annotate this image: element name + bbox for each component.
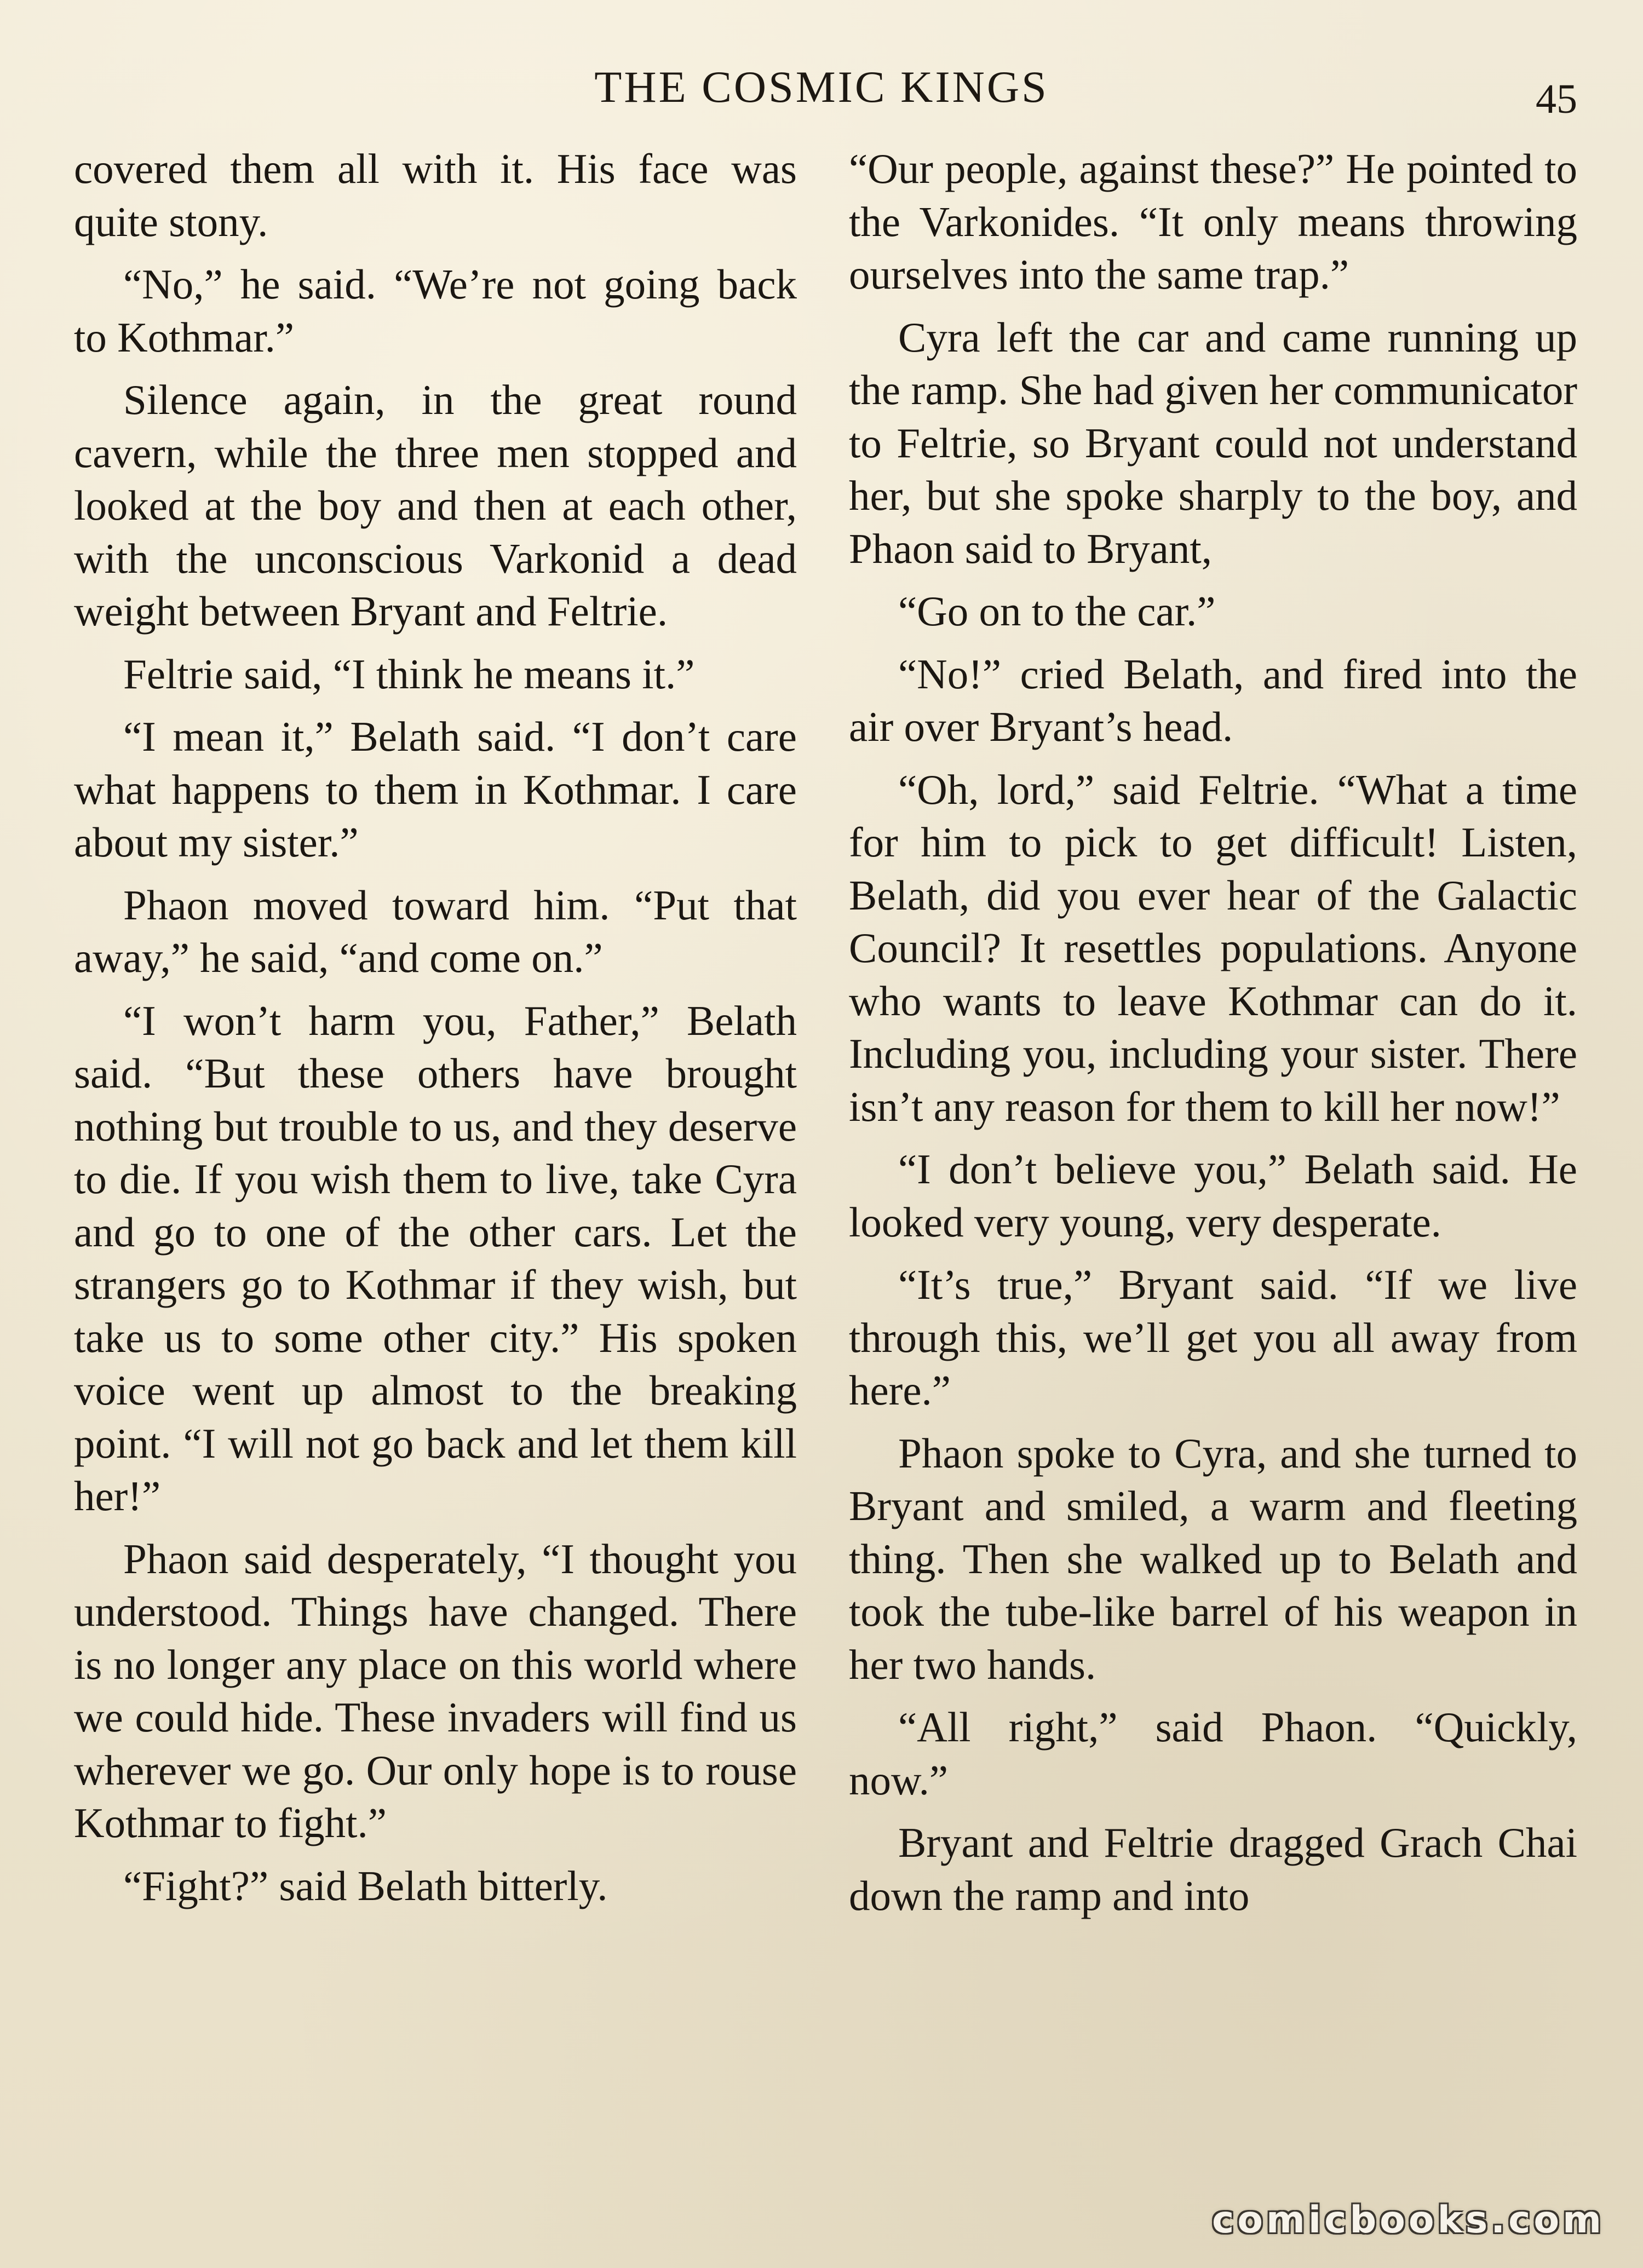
running-title: THE COSMIC KINGS	[594, 62, 1049, 112]
paragraph: “I mean it,” Belath said. “I don’t care what happens to them in Kothmar. I care about my sister.”	[74, 713, 797, 866]
paragraph: “No!” cried Belath, and fired into the air over Bryant’s head.	[849, 650, 1577, 750]
paragraph: Phaon moved toward him. “Put that away,” he said, “and come on.”	[74, 881, 797, 981]
paragraph: “I won’t harm you, Father,” Belath said. “But these others have brought nothing but trouble to us, and they deserve to die. If you wish them to live, take Cyra and go to one of the other cars. Let the strangers go to Kothmar if they wish, but take us to some other city.” His spoken voice went up almost to the breaking point. “I will not go back and let them kill her!”	[74, 997, 797, 1519]
paragraph: covered them all with it. His face was quite stony.	[74, 145, 797, 245]
right-text-column	[849, 142, 1577, 2179]
paragraph: “Go on to the car.”	[898, 588, 1216, 635]
paragraph: Cyra left the car and came running up the ramp. She had given her communicator to Feltrie, so Bryant could not understand her, but she spoke sharply to the boy, and Phaon said to Bryant,	[849, 313, 1577, 572]
paragraph: Silence again, in the great round cavern, while the three men stopped and looked at the boy and then at each other, with the unconscious Varkonid a dead weight between Bryant and Feltrie.	[74, 376, 797, 635]
paragraph: Phaon spoke to Cyra, and she turned to Bryant and smiled, a warm and fleeting thing. Then she walked up to Belath and took the tube-like barrel of his weapon in her two hands.	[849, 1429, 1577, 1688]
site-watermark: comicbooks.com	[1211, 2198, 1605, 2242]
paragraph: “No,” he said. “We’re not going back to Kothmar.”	[74, 261, 797, 361]
paragraph: “Fight?” said Belath bitterly.	[123, 1862, 608, 1909]
paragraph: “It’s true,” Bryant said. “If we live through this, we’ll get you all away from here.”	[849, 1261, 1577, 1414]
paragraph: Bryant and Feltrie dragged Grach Chai down the ramp and into	[849, 1819, 1577, 1919]
paragraph: Phaon said desperately, “I thought you understood. Things have changed. There is no longer any place on this world where we could hide. These invaders will find us wherever we go. Our only hope is to rouse Kothmar to fight.”	[74, 1535, 797, 1846]
paragraph: “Our people, against these?” He pointed to the Varkonides. “It only means throwing ourselves into the same trap.”	[849, 145, 1577, 298]
paragraph: Feltrie said, “I think he means it.”	[123, 650, 695, 698]
paragraph: “All right,” said Phaon. “Quickly, now.”	[849, 1703, 1577, 1804]
paragraph: “I don’t believe you,” Belath said. He looked very young, very desperate.	[849, 1145, 1577, 1246]
left-text-column	[74, 142, 797, 2179]
page-number: 45	[1536, 76, 1577, 122]
paragraph: “Oh, lord,” said Feltrie. “What a time for him to pick to get difficult! Listen, Belath, did you ever hear of the Galactic Council? It resettles populations. Anyone who wants to leave Kothmar can do it. Including you, including your sister. There isn’t any reason for them to kill her now!”	[849, 765, 1577, 1130]
